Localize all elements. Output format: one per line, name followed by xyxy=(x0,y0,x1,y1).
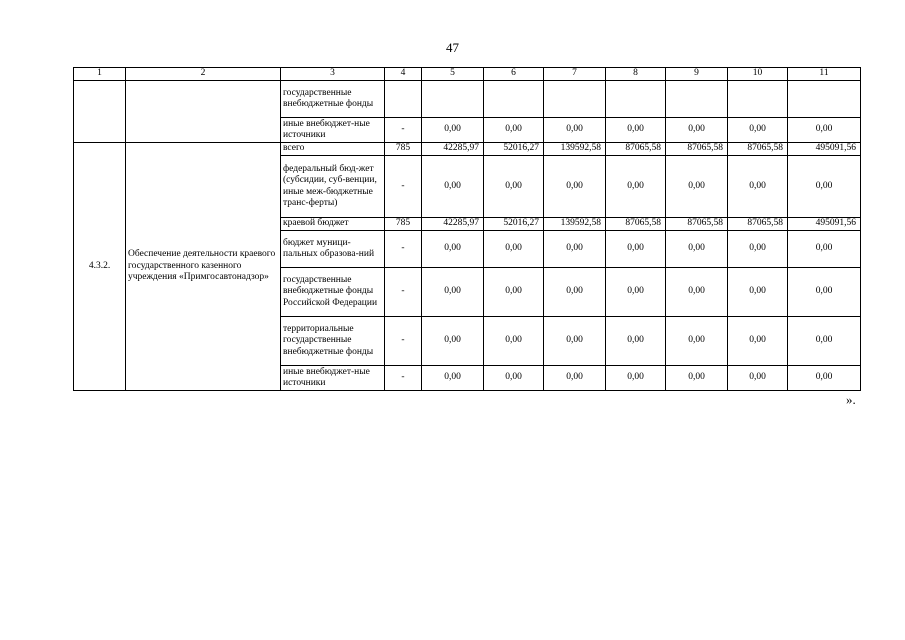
header-cell: 7 xyxy=(544,68,606,81)
page-number: 47 xyxy=(446,40,459,55)
value-cell: 0,00 xyxy=(422,231,484,268)
value-cell: 0,00 xyxy=(606,268,666,317)
budget-table xyxy=(73,67,861,391)
value-cell: 0,00 xyxy=(544,268,606,317)
value-cell: 0,00 xyxy=(666,268,728,317)
value-cell xyxy=(728,81,788,118)
value-cell: 0,00 xyxy=(728,268,788,317)
value-cell: 139592,58 xyxy=(544,218,606,231)
value-cell: 139592,58 xyxy=(544,143,606,156)
value-cell: 0,00 xyxy=(788,366,861,391)
source-cell: иные внебюджет-ные источники xyxy=(281,366,385,391)
value-cell: 0,00 xyxy=(666,118,728,143)
value-cell: 0,00 xyxy=(606,317,666,366)
value-cell xyxy=(666,81,728,118)
code-cell: - xyxy=(385,317,422,366)
value-cell: 0,00 xyxy=(544,317,606,366)
value-cell xyxy=(606,81,666,118)
header-cell: 9 xyxy=(666,68,728,81)
value-cell: 0,00 xyxy=(788,317,861,366)
header-cell: 5 xyxy=(422,68,484,81)
value-cell xyxy=(484,81,544,118)
value-cell: 87065,58 xyxy=(728,143,788,156)
code-cell: - xyxy=(385,268,422,317)
value-cell: 0,00 xyxy=(788,156,861,218)
value-cell: 0,00 xyxy=(484,317,544,366)
value-cell: 0,00 xyxy=(544,366,606,391)
value-cell: 0,00 xyxy=(666,317,728,366)
value-cell: 0,00 xyxy=(728,118,788,143)
value-cell: 0,00 xyxy=(484,268,544,317)
source-cell: федеральный бюд-жет (субсидии, суб-венции, иные меж-бюджетные транс-ферты) xyxy=(281,156,385,218)
value-cell: 42285,97 xyxy=(422,143,484,156)
value-cell: 0,00 xyxy=(788,118,861,143)
value-cell: 87065,58 xyxy=(666,218,728,231)
header-cell: 10 xyxy=(728,68,788,81)
code-cell: - xyxy=(385,366,422,391)
value-cell: 0,00 xyxy=(728,156,788,218)
table-header-row xyxy=(74,68,861,81)
table-row xyxy=(74,143,861,156)
value-cell: 0,00 xyxy=(422,156,484,218)
value-cell: 0,00 xyxy=(606,156,666,218)
item-number: 4.3.2. xyxy=(74,143,126,391)
value-cell: 0,00 xyxy=(544,156,606,218)
value-cell: 0,00 xyxy=(728,231,788,268)
value-cell xyxy=(544,81,606,118)
value-cell: 0,00 xyxy=(666,156,728,218)
value-cell: 0,00 xyxy=(606,366,666,391)
source-cell: краевой бюджет xyxy=(281,218,385,231)
value-cell: 0,00 xyxy=(422,268,484,317)
table-row xyxy=(74,81,861,118)
header-cell: 3 xyxy=(281,68,385,81)
value-cell: 495091,56 xyxy=(788,143,861,156)
code-cell: - xyxy=(385,156,422,218)
header-cell: 6 xyxy=(484,68,544,81)
value-cell: 0,00 xyxy=(788,268,861,317)
header-cell: 1 xyxy=(74,68,126,81)
value-cell: 495091,56 xyxy=(788,218,861,231)
source-cell: всего xyxy=(281,143,385,156)
value-cell: 0,00 xyxy=(606,231,666,268)
value-cell: 0,00 xyxy=(422,317,484,366)
item-name: Обеспечение деятельности краевого государственного казенного учреждения «Примгосавтонадзор» xyxy=(126,143,281,391)
value-cell: 0,00 xyxy=(484,231,544,268)
code-cell: 785 xyxy=(385,218,422,231)
header-cell: 8 xyxy=(606,68,666,81)
value-cell: 0,00 xyxy=(606,118,666,143)
value-cell: 87065,58 xyxy=(606,143,666,156)
header-cell: 4 xyxy=(385,68,422,81)
header-cell: 11 xyxy=(788,68,861,81)
value-cell: 0,00 xyxy=(728,366,788,391)
value-cell: 52016,27 xyxy=(484,218,544,231)
value-cell: 0,00 xyxy=(788,231,861,268)
value-cell: 0,00 xyxy=(666,231,728,268)
source-cell: государственные внебюджетные фонды Российской Федерации xyxy=(281,268,385,317)
code-cell: - xyxy=(385,118,422,143)
value-cell: 0,00 xyxy=(422,366,484,391)
value-cell: 0,00 xyxy=(728,317,788,366)
value-cell: 42285,97 xyxy=(422,218,484,231)
value-cell: 0,00 xyxy=(484,156,544,218)
value-cell: 52016,27 xyxy=(484,143,544,156)
source-cell: государственные внебюджетные фонды xyxy=(281,81,385,118)
value-cell: 0,00 xyxy=(666,366,728,391)
code-cell: - xyxy=(385,231,422,268)
value-cell: 0,00 xyxy=(422,118,484,143)
header-cell: 2 xyxy=(126,68,281,81)
value-cell: 0,00 xyxy=(544,231,606,268)
value-cell: 0,00 xyxy=(484,118,544,143)
source-cell: территориальные государственные внебюджетные фонды xyxy=(281,317,385,366)
value-cell xyxy=(788,81,861,118)
source-cell: иные внебюджет-ные источники xyxy=(281,118,385,143)
closing-quote-mark: ». xyxy=(846,392,856,407)
source-cell: бюджет муници-пальных образова-ний xyxy=(281,231,385,268)
code-cell xyxy=(385,81,422,118)
code-cell: 785 xyxy=(385,143,422,156)
empty-name-cell xyxy=(126,81,281,143)
value-cell: 87065,58 xyxy=(728,218,788,231)
value-cell: 87065,58 xyxy=(666,143,728,156)
empty-number-cell xyxy=(74,81,126,143)
value-cell: 0,00 xyxy=(544,118,606,143)
value-cell: 0,00 xyxy=(484,366,544,391)
value-cell xyxy=(422,81,484,118)
value-cell: 87065,58 xyxy=(606,218,666,231)
